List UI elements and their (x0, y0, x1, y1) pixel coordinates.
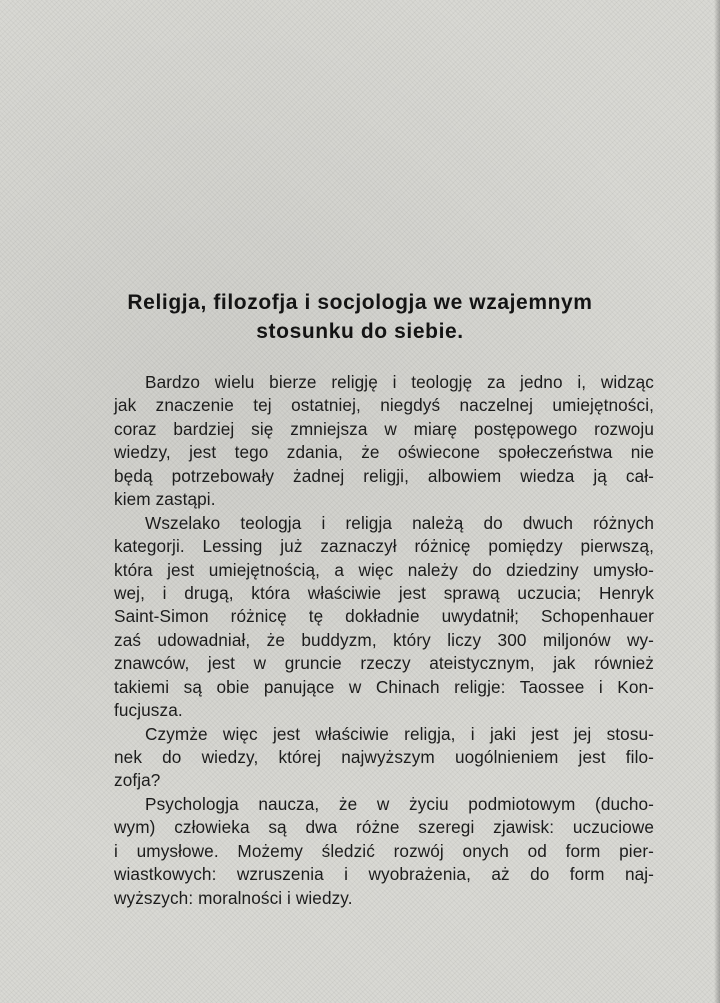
text-line: Saint-Simon różnicę tę dokładnie uwydatnił; Schopenhauer (114, 606, 654, 627)
chapter-title-line-2: stosunku do siebie. (256, 320, 464, 343)
text-line: Wszelako teologja i religja należą do dwuch różnych (145, 512, 654, 533)
text-line: zaś udowadniał, że buddyzm, który liczy 300 miljonów wy- (114, 629, 654, 650)
text-line: nek do wiedzy, której najwyższym uogólnieniem jest filo- (114, 747, 654, 767)
text-line: i umysłowe. Możemy śledzić rozwój onych od form pier- (114, 840, 654, 861)
chapter-title-line-1: Religja, filozofja i socjologja we wzajemnym (127, 291, 593, 314)
text-line: wiastkowych: wzruszenia i wyobrażenia, aż do form naj- (114, 864, 654, 885)
text-line: Czymże więc jest właściwie religja, i jaki jest jej stosu- (145, 723, 654, 744)
text-line: będą potrzebowały żadnej religji, albowiem wiedza ją cał- (114, 465, 654, 486)
text-line: jak znaczenie tej ostatniej, niegdyś naczelnej umiejętności, (114, 395, 654, 416)
page-edge-shadow (714, 0, 720, 1003)
text-line: kiem zastąpi. (114, 489, 216, 510)
text-line: fucjusza. (114, 700, 183, 721)
body-text (114, 371, 654, 910)
text-line: wyższych: moralności i wiedzy. (114, 887, 353, 908)
text-line: takiemi są obie panujące w Chinach religje: Taossee i Kon- (114, 676, 654, 697)
text-line: znawców, jest w gruncie rzeczy ateistycznym, jak również (114, 653, 654, 674)
text-line: zofja? (114, 770, 161, 791)
text-line: kategorji. Lessing już zaznaczył różnicę pomiędzy pierwszą, (114, 536, 654, 557)
text-line: Psychologja naucza, że w życiu podmiotowym (ducho- (145, 793, 654, 814)
text-line: Bardzo wielu bierze religję i teologję za jedno i, widząc (145, 372, 654, 392)
text-line: wiedzy, jest tego zdania, że oświecone społeczeństwa nie (114, 442, 654, 463)
text-line: która jest umiejętnością, a więc należy do dziedziny umysło- (114, 559, 654, 580)
chapter-title (100, 288, 620, 346)
text-line: coraz bardziej się zmniejsza w miarę postępowego rozwoju (114, 418, 654, 439)
text-line: wej, i drugą, która właściwie jest sprawą uczucia; Henryk (114, 582, 654, 603)
text-line: wym) człowieka są dwa różne szeregi zjawisk: uczuciowe (114, 817, 654, 838)
